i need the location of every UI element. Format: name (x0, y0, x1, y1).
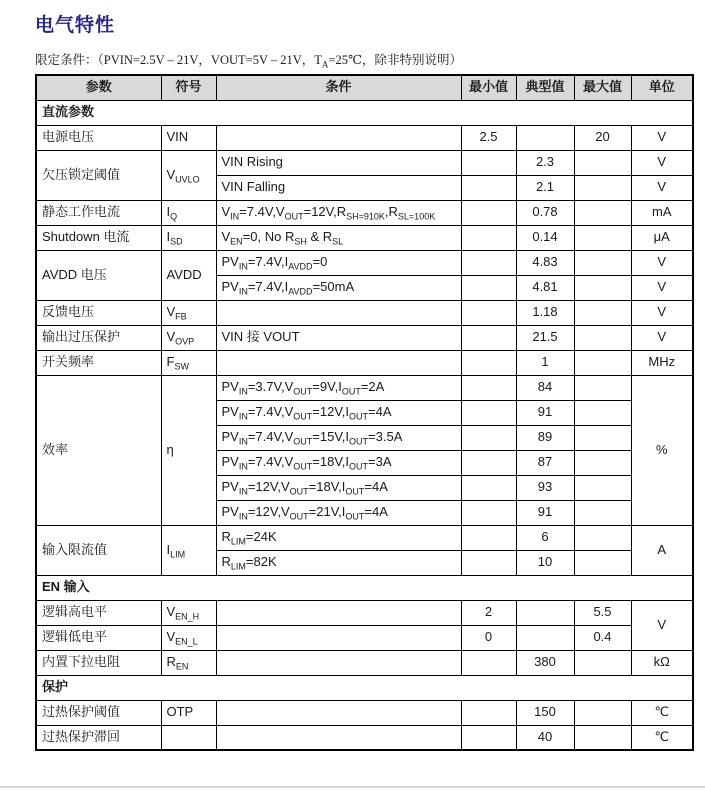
cell-condition (216, 650, 461, 675)
cell-condition: $PV_{IN}=12V,V_{OUT}=18V,I_{OUT}=4A$ (216, 475, 461, 500)
cell-typ-value: 1.18 (516, 300, 574, 325)
cell-typ-value: 4.83 (516, 250, 574, 275)
table-row (36, 600, 693, 625)
table-header-row (36, 75, 693, 100)
cell-typ-value: 87 (516, 450, 574, 475)
cell-max-value (574, 200, 631, 225)
cell-min-value (461, 275, 516, 300)
cell-symbol: VIN (161, 125, 216, 150)
cell-max-value (574, 300, 631, 325)
cell-max-value (574, 550, 631, 575)
cell-max-value: 20 (574, 125, 631, 150)
footer-divider (0, 786, 705, 788)
cell-symbol: $V_{FB}$ (161, 300, 216, 325)
cell-condition: VIN Rising (216, 150, 461, 175)
cell-min-value (461, 650, 516, 675)
cell-symbol: $F_{SW}$ (161, 350, 216, 375)
cell-condition (216, 725, 461, 750)
cell-condition: $R_{LIM}=24K$ (216, 525, 461, 550)
cell-unit: V (631, 175, 693, 200)
cell-typ-value: 2.1 (516, 175, 574, 200)
cell-max-value: 5.5 (574, 600, 631, 625)
table-row (36, 725, 693, 750)
cell-symbol: $V_{EN\_H}$ (161, 600, 216, 625)
col-header-typ: 典型值 (516, 75, 574, 100)
cell-parameter: Shutdown 电流 (36, 225, 161, 250)
cell-min-value (461, 225, 516, 250)
cell-parameter: 逻辑低电平 (36, 625, 161, 650)
cell-symbol: η (161, 375, 216, 525)
col-header-condition: 条件 (216, 75, 461, 100)
cell-unit: μA (631, 225, 693, 250)
cell-parameter: 反馈电压 (36, 300, 161, 325)
limit-conditions-line: 限定条件：（PVIN=2.5V – 21V，VOUT=5V – 21V，$T_A=25℃$，除非特别说明） (35, 53, 462, 70)
cell-parameter: 内置下拉电阻 (36, 650, 161, 675)
cell-typ-value: 91 (516, 500, 574, 525)
cell-symbol: AVDD (161, 250, 216, 300)
cell-parameter: 输入限流值 (36, 525, 161, 575)
cell-max-value (574, 475, 631, 500)
cell-condition (216, 700, 461, 725)
cell-parameter: 开关频率 (36, 350, 161, 375)
cell-condition: $PV_{IN}=3.7V,V_{OUT}=9V,I_{OUT}=2A$ (216, 375, 461, 400)
cell-symbol: $R_{EN}$ (161, 650, 216, 675)
cell-max-value (574, 450, 631, 475)
cell-max-value (574, 275, 631, 300)
col-header-symbol: 符号 (161, 75, 216, 100)
cell-min-value (461, 250, 516, 275)
cell-max-value (574, 350, 631, 375)
cell-parameter: 欠压锁定阈值 (36, 150, 161, 200)
cell-parameter: 过热保护阈值 (36, 700, 161, 725)
table-row (36, 650, 693, 675)
cell-typ-value: 1 (516, 350, 574, 375)
section-label: 保护 (36, 675, 693, 700)
section-row (36, 675, 693, 700)
table-row (36, 125, 693, 150)
cell-unit: kΩ (631, 650, 693, 675)
cell-parameter: 输出过压保护 (36, 325, 161, 350)
cell-parameter: 效率 (36, 375, 161, 525)
cell-typ-value: 84 (516, 375, 574, 400)
cell-min-value (461, 300, 516, 325)
col-header-unit: 单位 (631, 75, 693, 100)
cell-max-value (574, 325, 631, 350)
cell-max-value (574, 150, 631, 175)
cell-max-value (574, 725, 631, 750)
cell-min-value: 2 (461, 600, 516, 625)
cell-parameter: 过热保护滞回 (36, 725, 161, 750)
table-row (36, 150, 693, 175)
cell-condition: $V_{IN}=7.4V,V_{OUT}=12V,R_{SH=910K},R_{SL=100K}$ (216, 200, 461, 225)
cell-min-value (461, 150, 516, 175)
cell-condition: $R_{LIM}=82K$ (216, 550, 461, 575)
table-row (36, 300, 693, 325)
cell-unit: ℃ (631, 700, 693, 725)
cell-min-value: 2.5 (461, 125, 516, 150)
cell-min-value (461, 425, 516, 450)
cell-min-value: 0 (461, 625, 516, 650)
cell-typ-value (516, 125, 574, 150)
table-body (36, 100, 693, 750)
cell-symbol: $V_{OVP}$ (161, 325, 216, 350)
cell-typ-value: 21.5 (516, 325, 574, 350)
cell-parameter: 静态工作电流 (36, 200, 161, 225)
cell-parameter: AVDD 电压 (36, 250, 161, 300)
cell-condition (216, 125, 461, 150)
cell-max-value (574, 650, 631, 675)
cell-unit: A (631, 525, 693, 575)
page-title: 电气特性 (35, 15, 116, 36)
cell-max-value (574, 700, 631, 725)
section-label: EN 输入 (36, 575, 693, 600)
cell-typ-value: 380 (516, 650, 574, 675)
cell-symbol: $V_{UVLO}$ (161, 150, 216, 200)
cell-max-value (574, 525, 631, 550)
cell-typ-value: 10 (516, 550, 574, 575)
cell-max-value (574, 175, 631, 200)
table-row (36, 700, 693, 725)
cell-typ-value: 4.81 (516, 275, 574, 300)
cell-max-value (574, 400, 631, 425)
cell-unit: V (631, 600, 693, 650)
cell-unit: V (631, 250, 693, 275)
table-row (36, 250, 693, 275)
cell-typ-value: 91 (516, 400, 574, 425)
cell-min-value (461, 175, 516, 200)
cell-max-value (574, 225, 631, 250)
cell-condition: $PV_{IN}=7.4V,V_{OUT}=15V,I_{OUT}=3.5A$ (216, 425, 461, 450)
section-row (36, 575, 693, 600)
cell-unit: % (631, 375, 693, 525)
table-row (36, 375, 693, 400)
cell-unit: MHz (631, 350, 693, 375)
cell-condition: $PV_{IN}=7.4V,I_{AVDD}=50mA$ (216, 275, 461, 300)
table-row (36, 325, 693, 350)
cell-typ-value: 40 (516, 725, 574, 750)
cell-min-value (461, 525, 516, 550)
cell-condition: $PV_{IN}=12V,V_{OUT}=21V,I_{OUT}=4A$ (216, 500, 461, 525)
cell-condition: $PV_{IN}=7.4V,V_{OUT}=12V,I_{OUT}=4A$ (216, 400, 461, 425)
cell-parameter: 电源电压 (36, 125, 161, 150)
cell-max-value (574, 500, 631, 525)
cell-unit: ℃ (631, 725, 693, 750)
cell-min-value (461, 350, 516, 375)
cell-condition (216, 350, 461, 375)
cell-symbol: $V_{EN\_L}$ (161, 625, 216, 650)
cell-max-value (574, 425, 631, 450)
cell-condition: VIN Falling (216, 175, 461, 200)
cell-min-value (461, 475, 516, 500)
electrical-characteristics-table (35, 74, 694, 751)
cell-condition: $PV_{IN}=7.4V,I_{AVDD}=0$ (216, 250, 461, 275)
cell-min-value (461, 500, 516, 525)
cell-typ-value: 0.14 (516, 225, 574, 250)
cell-symbol: $I_{SD}$ (161, 225, 216, 250)
cell-typ-value: 93 (516, 475, 574, 500)
cell-symbol: OTP (161, 700, 216, 725)
cell-unit: mA (631, 200, 693, 225)
cell-typ-value: 2.3 (516, 150, 574, 175)
col-header-min: 最小值 (461, 75, 516, 100)
cell-typ-value: 89 (516, 425, 574, 450)
cell-min-value (461, 325, 516, 350)
table-row (36, 200, 693, 225)
cell-unit: V (631, 325, 693, 350)
cell-unit: V (631, 150, 693, 175)
cell-min-value (461, 700, 516, 725)
cell-condition: $PV_{IN}=7.4V,V_{OUT}=18V,I_{OUT}=3A$ (216, 450, 461, 475)
cell-min-value (461, 550, 516, 575)
cell-typ-value: 150 (516, 700, 574, 725)
cell-max-value (574, 375, 631, 400)
cell-symbol: $I_{LIM}$ (161, 525, 216, 575)
section-row (36, 100, 693, 125)
cell-unit: V (631, 125, 693, 150)
table-row (36, 625, 693, 650)
col-header-parameter: 参数 (36, 75, 161, 100)
cell-min-value (461, 375, 516, 400)
cell-condition (216, 600, 461, 625)
cell-typ-value: 0.78 (516, 200, 574, 225)
cell-typ-value (516, 600, 574, 625)
cell-parameter: 逻辑高电平 (36, 600, 161, 625)
cell-typ-value (516, 625, 574, 650)
cell-min-value (461, 200, 516, 225)
cell-condition (216, 300, 461, 325)
cell-symbol (161, 725, 216, 750)
cell-unit: V (631, 300, 693, 325)
table-row (36, 225, 693, 250)
cell-symbol: $I_Q$ (161, 200, 216, 225)
table-row (36, 350, 693, 375)
cell-min-value (461, 450, 516, 475)
cell-condition (216, 625, 461, 650)
cell-min-value (461, 400, 516, 425)
cell-condition: $V_{EN}=0$, No $R_{SH}$ & $R_{SL}$ (216, 225, 461, 250)
cell-condition: VIN 接 VOUT (216, 325, 461, 350)
table-row (36, 525, 693, 550)
section-label: 直流参数 (36, 100, 693, 125)
cell-min-value (461, 725, 516, 750)
cell-max-value: 0.4 (574, 625, 631, 650)
cell-unit: V (631, 275, 693, 300)
cell-typ-value: 6 (516, 525, 574, 550)
col-header-max: 最大值 (574, 75, 631, 100)
cell-max-value (574, 250, 631, 275)
